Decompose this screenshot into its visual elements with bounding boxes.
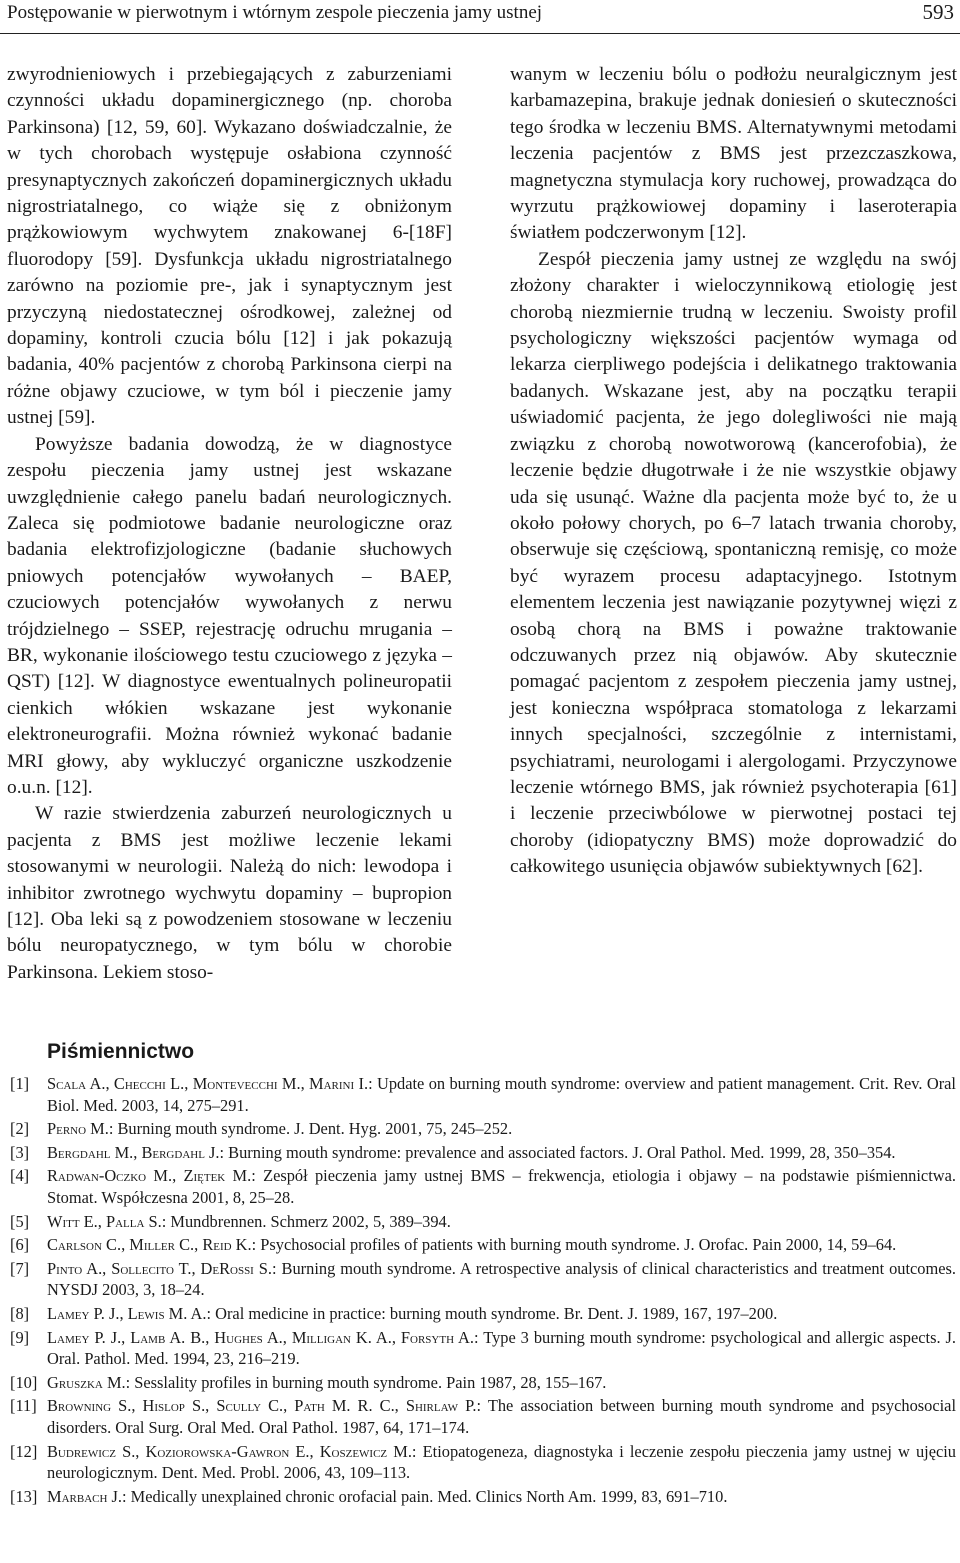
- left-paragraph-3: W razie stwierdzenia zaburzeń neurologicznych u pacjenta z BMS jest możliwe leczenie lekami stosowanymi w neurologii. Należą do nich: lewodopa i inhibitor zwrotnego wychwytu dopaminy – bupropion [12]. Oba leki są z powodzeniem stosowane w leczeniu bólu neuropatycznego, w tym bólu w chorobie Parkinsona. Lekiem stoso-: [7, 803, 452, 983]
- reference-item: [2] Perno M.: Burning mouth syndrome. J. Dent. Hyg. 2001, 75, 245–252.: [10, 1119, 513, 1139]
- page-number: 593: [922, 0, 954, 24]
- reference-list: [0, 1073, 960, 1509]
- running-header: [0, 0, 960, 34]
- right-column: [510, 62, 957, 881]
- left-paragraph-2: Powyższe badania dowodzą, że w diagnostyce zespołu pieczenia jamy ustnej jest wskazane uwzględnienie całego panelu badań neurologicznych. Zaleca się podmiotowe badanie neurologiczne oraz badania elektrofizjologiczne (badanie słuchowych pniowych potencjałów wywołanych – BAEP, czuciowych potencjałów wywołanych z nerwu trójdzielnego – SSEP, rejestrację odruchu mrugania – BR, wykonanie ilościowego testu czuciowego z języka – QST) [12]. W diagnostyce ewentualnych polineuropatii cienkich włókien wskazane jest wykonanie elektroneurografii. Można również wykonać badanie MRI głowy, aby wykluczyć organiczne uszkodzenie o.u.n. [12].: [7, 433, 452, 798]
- reference-item: [9] Lamey P. J., Lamb A. B., Hughes A., Milligan K. A., Forsyth A.: Type 3 burning mouth syndrome: psychological and allergic aspects. J. Oral. Pathol. Med. 1994, 23, 216–219.: [10, 1327, 956, 1369]
- reference-item: [4] Radwan-Oczko M., Ziętek M.: Zespół pieczenia jamy ustnej BMS – frekwencja, etiologia i objawy – na podstawie piśmiennictwa. Stomat. Współczesna 2001, 8, 25–28.: [10, 1166, 956, 1207]
- references-heading: Piśmiennictwo: [47, 1040, 195, 1063]
- reference-item: [8] Lamey P. J., Lewis M. A.: Oral medicine in practice: burning mouth syndrome. Br. Dent. J. 1989, 167, 197–200.: [10, 1303, 778, 1323]
- running-title: Postępowanie w pierwotnym i wtórnym zespole pieczenia jamy ustnej: [7, 2, 543, 23]
- reference-item: [1] Scala A., Checchi L., Montevecchi M., Marini I.: Update on burning mouth syndrome: overview and patient management. Crit. Rev. Oral Biol. Med. 2003, 14, 275–291.: [10, 1074, 956, 1115]
- reference-item: [12] Budrewicz S., Koziorowska-Gawron E., Koszewicz M.: Etiopatogeneza, diagnostyka i leczenie zespołu pieczenia jamy ustnej w ujęciu neurologicznym. Dent. Med. Probl. 2006, 43, 109–113.: [10, 1441, 956, 1483]
- reference-item: [5] Witt E., Palla S.: Mundbrennen. Schmerz 2002, 5, 389–394.: [10, 1211, 451, 1231]
- reference-item: [3] Bergdahl M., Bergdahl J.: Burning mouth syndrome: prevalence and associated factors. J. Oral Pathol. Med. 1999, 28, 350–354.: [10, 1142, 896, 1162]
- reference-item: [11] Browning S., Hislop S., Scully C., Path M. R. C., Shirlaw P.: The association between burning mouth syndrome and psychosocial disorders. Oral Surg. Oral Med. Oral Pathol. 1987, 64, 171–174.: [10, 1396, 956, 1437]
- reference-item: [7] Pinto A., Sollecito T., DeRossi S.: Burning mouth syndrome. A retrospective analysis of clinical characteristics and treatment outcomes. NYSDJ 2003, 3, 18–24.: [10, 1258, 956, 1300]
- reference-item: [10] Gruszka M.: Sesslality profiles in burning mouth syndrome. Pain 1987, 28, 155–167.: [10, 1372, 607, 1392]
- header-rule: [0, 33, 960, 34]
- reference-item: [13] Marbach J.: Medically unexplained chronic orofacial pain. Med. Clinics North Am. 1999, 83, 691–710.: [10, 1486, 728, 1506]
- right-paragraph-2: Zespół pieczenia jamy ustnej ze względu na swój złożony charakter i wieloczynnikową etiologię jest chorobą niezmiernie trudną w leczeniu. Swoisty profil psychologiczny większości pacjentów wymaga od lekarza cierpliwego podejścia i delikatnego traktowania badanych. Wskazane jest, aby na początku terapii uświadomić pacjenta, że jego dolegliwości nie mają związku z chorobą nowotworową (kancerofobia), że leczenie będzie długotrwałe i że nie wszystkie objawy uda się usunąć. Ważne dla pacjenta może być to, że u około połowy chorych, po 6–7 latach trwania choroby, obserwuje się częściową, spontaniczną remisję, co może być wyrazem procesu adaptacyjnego. Istotnym elementem leczenia jest nawiązanie pozytywnej więzi z osobą chorą na BMS i poważne traktowanie odczuwanych przez nią objawów. Aby skutecznie pomagać pacjentom z zespołem pieczenia jamy ustnej, jest konieczna współpraca stomatologa z lekarzami innych specjalności, szczególnie z internistami, psychiatrami, neurologami i alergologami. Przyczynowe leczenie wtórnego BMS, jak również psychoterapia [61] i leczenie przeciwbólowe w pierwotnej postaci tej choroby (idiopatyczny BMS) może doprowadzić do całkowitego usunięcia objawów subiektywnych [62].: [510, 248, 957, 878]
- left-column: [7, 62, 452, 986]
- right-paragraph-1: wanym w leczeniu bólu o podłożu neuralgicznym jest karbamazepina, brakuje jednak doniesień o skuteczności tego środka w leczeniu BMS. Alternatywnymi metodami leczenia pacjentów z BMS jest przezczaszkowa, magnetyczna stymulacja kory ruchowej, prowadząca do wyrzutu prążkowiowej dopaminy i laseroterapia światłem podczerwonym [12].: [510, 64, 957, 244]
- left-paragraph-1: zwyrodnieniowych i przebiegających z zaburzeniami czynności układu dopaminergicznego (np. choroba Parkinsona) [12, 59, 60]. Wykazano doświadczalnie, że w tych chorobach występuje osłabiona czynność presynaptycznych zakończeń dopaminergicznych układu nigrostriatalnego, co wiąże się z obniżonym prążkowiowym wychwytem znakowanej 6-[18F] fluorodopy [59]. Dysfunkcja układu nigrostriatalnego zarówno na poziomie pre-, jak i synaptycznym jest przyczyną niedostatecznej ośrodkowej, zależnej od dopaminy, kontroli czucia bólu [12] i jak pokazują badania, 40% pacjentów z chorobą Parkinsona cierpi na różne objawy czuciowe, w tym ból i pieczenie jamy ustnej [59].: [7, 64, 452, 429]
- reference-item: [6] Carlson C., Miller C., Reid K.: Psychosocial profiles of patients with burning mouth syndrome. J. Orofac. Pain 2000, 14, 59–64.: [10, 1235, 897, 1255]
